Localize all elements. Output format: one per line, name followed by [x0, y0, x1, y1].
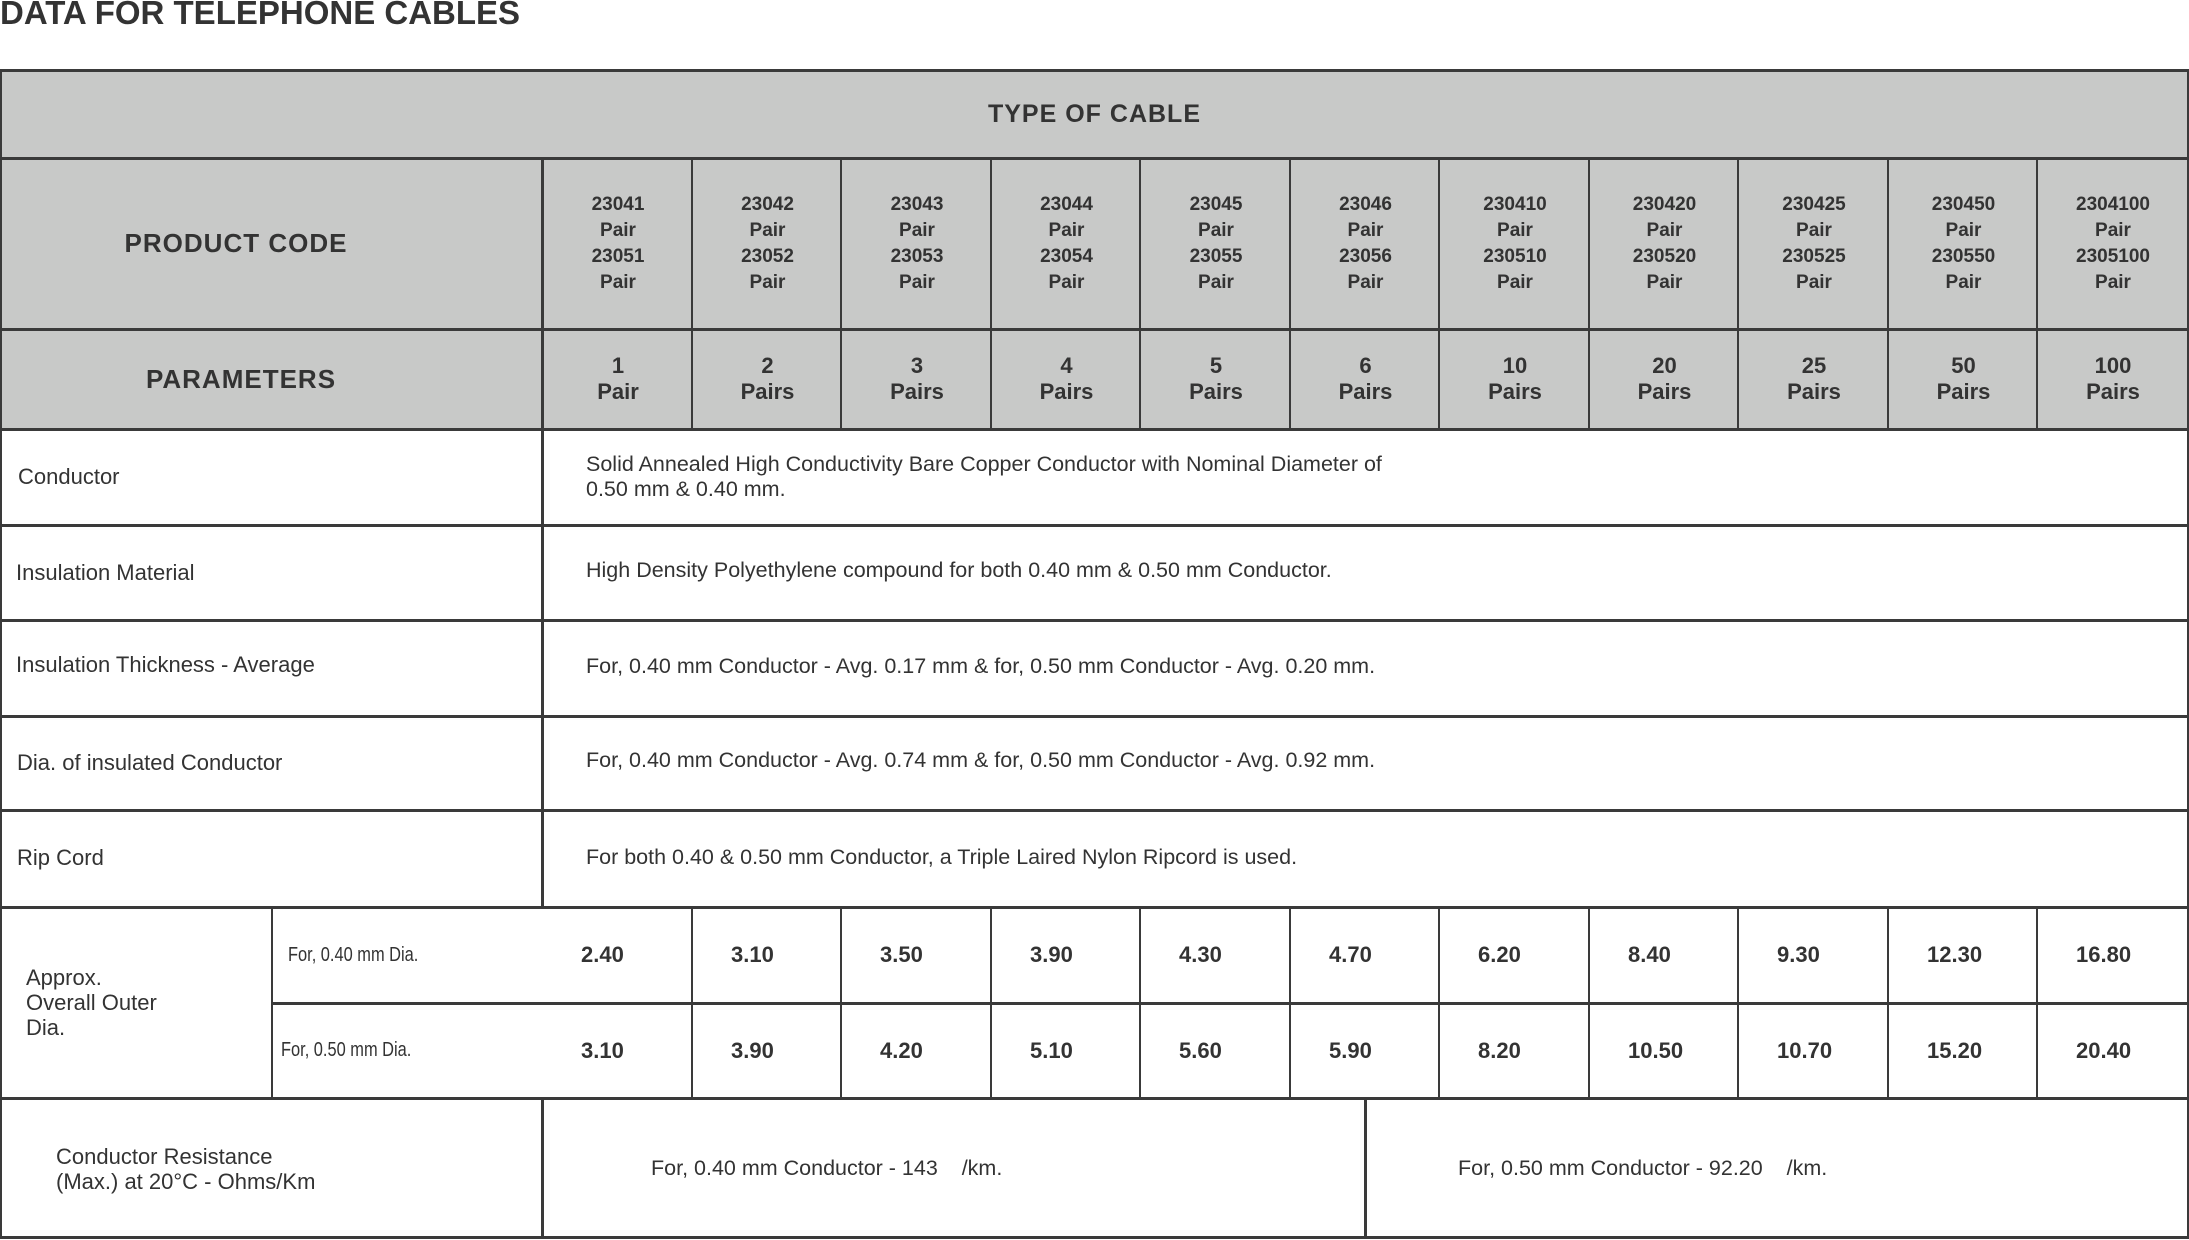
table-gridline [0, 524, 2189, 527]
outer-dia-value-050: 5.90 [1329, 1038, 1372, 1063]
product-code-cell [1739, 158, 1889, 329]
outer-dia-label-line3: Dia. [26, 1014, 66, 1040]
product-code-cell [1590, 158, 1739, 329]
sub-label-040 [288, 907, 538, 1003]
insulation-material-label: Insulation Material [16, 559, 195, 585]
pair-count-line: 50 [1951, 353, 1976, 378]
outer-dia-value-050: 5.60 [1179, 1038, 1222, 1063]
outer-dia-value-050: 10.70 [1777, 1038, 1833, 1063]
sub-label-050-text: For, 0.50 mm Dia. [281, 1039, 412, 1061]
table-gridline [840, 906, 842, 1098]
outer-dia-value-050: 15.20 [1927, 1038, 1983, 1063]
product-code-line: 230525 [1782, 245, 1846, 267]
product-code-line: 230450 [1931, 193, 1996, 215]
pair-count-cell [1590, 329, 1739, 429]
resistance-label-line1: Conductor Resistance [56, 1143, 273, 1169]
product-code-line: 23054 [1040, 245, 1093, 267]
table-gridline [1139, 906, 1141, 1098]
table-gridline [0, 157, 2189, 160]
outer-dia-value-040: 6.20 [1478, 942, 1521, 967]
table-gridline [691, 906, 693, 1098]
pair-count-line: 25 [1801, 353, 1827, 378]
table-gridline [0, 328, 2189, 331]
table-gridline [990, 157, 992, 429]
product-code-line: 23055 [1189, 245, 1243, 267]
table-gridline [2036, 157, 2038, 429]
pair-count-cell [693, 329, 842, 429]
product-code-line: Pair [1796, 271, 1832, 293]
table-gridline [1588, 906, 1590, 1098]
table-gridline [1887, 906, 1889, 1098]
pair-count-line: 6 [1359, 353, 1372, 378]
outer-dia-value-050: 3.10 [581, 1038, 624, 1063]
product-code-line: Pair [1497, 271, 1533, 293]
product-code-line: 23045 [1189, 193, 1243, 215]
table-gridline [1588, 157, 1590, 429]
table-gridline [1887, 157, 1889, 429]
pair-count-line: Pairs [1039, 379, 1094, 404]
outer-dia-value-040: 4.70 [1329, 942, 1372, 967]
conductor-value-line2: 0.50 mm & 0.40 mm. [586, 477, 786, 501]
sub-label-050 [281, 1003, 531, 1098]
page-title: DATA FOR TELEPHONE CABLES [0, 0, 521, 31]
pair-count-cell [1291, 329, 1440, 429]
product-code-line: Pair [1198, 271, 1234, 293]
pair-count-cell [842, 329, 992, 429]
pair-count-line: Pairs [740, 379, 795, 404]
conductor-value [586, 429, 2176, 525]
product-code-line: 23044 [1040, 193, 1093, 215]
table-gridline [1139, 157, 1141, 429]
product-code-line: 23042 [741, 193, 794, 215]
outer-dia-value-050: 20.40 [2076, 1038, 2132, 1063]
table-gridline [1737, 157, 1739, 429]
conductor-value-line1: Solid Annealed High Conductivity Bare Copper Conductor with Nominal Diameter of [586, 452, 1382, 476]
product-code-line: 230550 [1931, 245, 1996, 267]
outer-dia-value-050: 4.20 [880, 1038, 923, 1063]
outer-dia-value-050: 10.50 [1628, 1038, 1684, 1063]
pair-count-line: Pairs [1338, 379, 1393, 404]
resistance-value-050: For, 0.50 mm Conductor - 92.20 /km. [1458, 1156, 1828, 1180]
table-gridline [271, 906, 273, 1098]
insulation-material-value: High Density Polyethylene compound for both 0.40 mm & 0.50 mm Conductor. [586, 557, 1332, 582]
pair-count-cell [1440, 329, 1590, 429]
pair-count-cell [1889, 329, 2038, 429]
product-code-line: 230420 [1632, 193, 1697, 215]
pair-count-line: Pairs [1936, 379, 1991, 404]
product-code-line: 23053 [890, 245, 944, 267]
pair-count-cell [2038, 329, 2188, 429]
product-code-line: Pair [1048, 271, 1085, 293]
outer-dia-value-040: 16.80 [2076, 942, 2132, 967]
table-gridline [1289, 157, 1291, 429]
pair-count-line: 1 [611, 353, 625, 378]
outer-dia-value-040: 4.30 [1179, 942, 1222, 967]
product-code-line: Pair [1048, 219, 1085, 241]
product-code-line: 2304100 [2076, 193, 2150, 215]
rip-cord-label: Rip Cord [17, 844, 104, 870]
product-code-line: Pair [1347, 271, 1384, 293]
table-gridline [0, 1236, 2189, 1239]
pair-count-line: 4 [1060, 353, 1073, 378]
product-code-line: 23043 [890, 193, 944, 215]
product-code-line: Pair [2095, 219, 2131, 241]
pair-count-line: 20 [1652, 353, 1677, 378]
product-code-cell [1889, 158, 2038, 329]
pair-count-line: 5 [1209, 353, 1223, 378]
outer-dia-value-040: 2.40 [581, 942, 624, 967]
product-code-line: 230425 [1782, 193, 1846, 215]
table-gridline [1438, 157, 1440, 429]
product-code-line: 23051 [591, 245, 645, 267]
table-gridline [541, 1097, 544, 1238]
table-gridline [0, 715, 2189, 718]
outer-dia-label [26, 907, 266, 1097]
table-gridline [0, 1097, 2189, 1100]
product-code-heading: PRODUCT CODE [124, 228, 348, 258]
table-gridline [2036, 906, 2038, 1098]
product-code-line: Pair [1796, 219, 1832, 241]
rip-cord-value: For both 0.40 & 0.50 mm Conductor, a Triple Laired Nylon Ripcord is used. [586, 845, 1298, 869]
resistance-label [56, 1099, 536, 1238]
product-code-line: Pair [1945, 219, 1982, 241]
table-gridline [1364, 1097, 1367, 1238]
product-code-line: 23052 [741, 245, 794, 267]
outer-dia-value-050: 5.10 [1030, 1038, 1073, 1063]
product-code-cell [1141, 158, 1291, 329]
table-gridline [0, 69, 2, 1239]
table-gridline [0, 619, 2189, 622]
product-code-line: Pair [1347, 219, 1384, 241]
table-gridline [0, 906, 2189, 909]
product-code-line: 230520 [1632, 245, 1697, 267]
product-code-line: Pair [600, 219, 636, 241]
product-code-line: Pair [1198, 219, 1234, 241]
product-code-line: 230410 [1483, 193, 1547, 215]
pair-count-line: Pairs [890, 379, 944, 404]
product-code-line: Pair [600, 271, 636, 293]
product-code-line: 23046 [1339, 193, 1392, 215]
pair-count-line: 3 [910, 353, 924, 378]
insulation-thickness-value: For, 0.40 mm Conductor - Avg. 0.17 mm & for, 0.50 mm Conductor - Avg. 0.20 mm. [586, 654, 1376, 678]
product-code-cell [992, 158, 1141, 329]
pair-count-line: Pairs [1488, 379, 1542, 404]
table-gridline [271, 1002, 2189, 1005]
outer-dia-value-040: 9.30 [1777, 942, 1820, 967]
table-gridline [840, 157, 842, 429]
table-gridline [541, 157, 544, 907]
product-code-line: Pair [1646, 271, 1683, 293]
outer-dia-value-050: 8.20 [1478, 1038, 1521, 1063]
product-code-line: Pair [899, 219, 935, 241]
pair-count-line: 2 [761, 353, 774, 378]
resistance-value-040: For, 0.40 mm Conductor - 143 /km. [651, 1156, 1003, 1180]
pair-count-line: Pairs [2086, 379, 2140, 404]
outer-dia-label-line1: Approx. [26, 964, 102, 990]
product-code-line: Pair [1945, 271, 1982, 293]
product-code-line: Pair [749, 219, 786, 241]
table-gridline [1737, 906, 1739, 1098]
type-of-cable-heading: TYPE OF CABLE [987, 99, 1201, 128]
outer-dia-value-040: 3.90 [1030, 942, 1073, 967]
product-code-line: 2305100 [2076, 245, 2150, 267]
pair-count-line: Pair [597, 379, 639, 404]
pair-count-line: 100 [2094, 353, 2132, 378]
outer-dia-value-040: 12.30 [1927, 942, 1983, 967]
insulation-thickness-label: Insulation Thickness - Average [16, 652, 315, 677]
product-code-line: Pair [899, 271, 935, 293]
outer-dia-value-050: 3.90 [731, 1038, 774, 1063]
dia-insulated-value: For, 0.40 mm Conductor - Avg. 0.74 mm & for, 0.50 mm Conductor - Avg. 0.92 mm. [586, 748, 1376, 772]
dia-insulated-label: Dia. of insulated Conductor [17, 750, 283, 775]
product-code-cell [842, 158, 992, 329]
product-code-cell [1440, 158, 1590, 329]
product-code-cell [1291, 158, 1440, 329]
product-code-cell [693, 158, 842, 329]
pair-count-line: Pairs [1787, 379, 1841, 404]
pair-count-cell [1141, 329, 1291, 429]
pair-count-line: Pairs [1637, 379, 1692, 404]
table-gridline [0, 809, 2189, 812]
parameters-heading: PARAMETERS [145, 363, 337, 394]
outer-dia-value-040: 8.40 [1628, 942, 1671, 967]
conductor-label: Conductor [18, 464, 120, 489]
outer-dia-label-line2: Overall Outer [26, 989, 157, 1015]
product-code-line: 23041 [591, 193, 645, 215]
table-gridline [1438, 906, 1440, 1098]
outer-dia-value-040: 3.10 [731, 942, 774, 967]
pair-count-cell [1739, 329, 1889, 429]
pair-count-cell [992, 329, 1141, 429]
pair-count-line: Pairs [1189, 379, 1243, 404]
product-code-line: Pair [749, 271, 786, 293]
product-code-line: 23056 [1339, 245, 1392, 267]
product-code-cell [543, 158, 693, 329]
table-gridline [0, 428, 2189, 431]
sub-label-040-text: For, 0.40 mm Dia. [288, 943, 419, 966]
outer-dia-value-040: 3.50 [880, 942, 923, 967]
resistance-label-line2: (Max.) at 20°C - Ohms/Km [56, 1168, 316, 1194]
pair-count-cell [543, 329, 693, 429]
product-code-line: Pair [1497, 219, 1533, 241]
table-gridline [0, 69, 2189, 72]
table-gridline [990, 906, 992, 1098]
product-code-line: Pair [2095, 271, 2131, 293]
product-code-cell [2038, 158, 2188, 329]
table-gridline [1289, 906, 1291, 1098]
product-code-line: 230510 [1483, 245, 1547, 267]
product-code-line: Pair [1646, 219, 1683, 241]
table-gridline [691, 157, 693, 429]
pair-count-line: 10 [1502, 353, 1528, 378]
